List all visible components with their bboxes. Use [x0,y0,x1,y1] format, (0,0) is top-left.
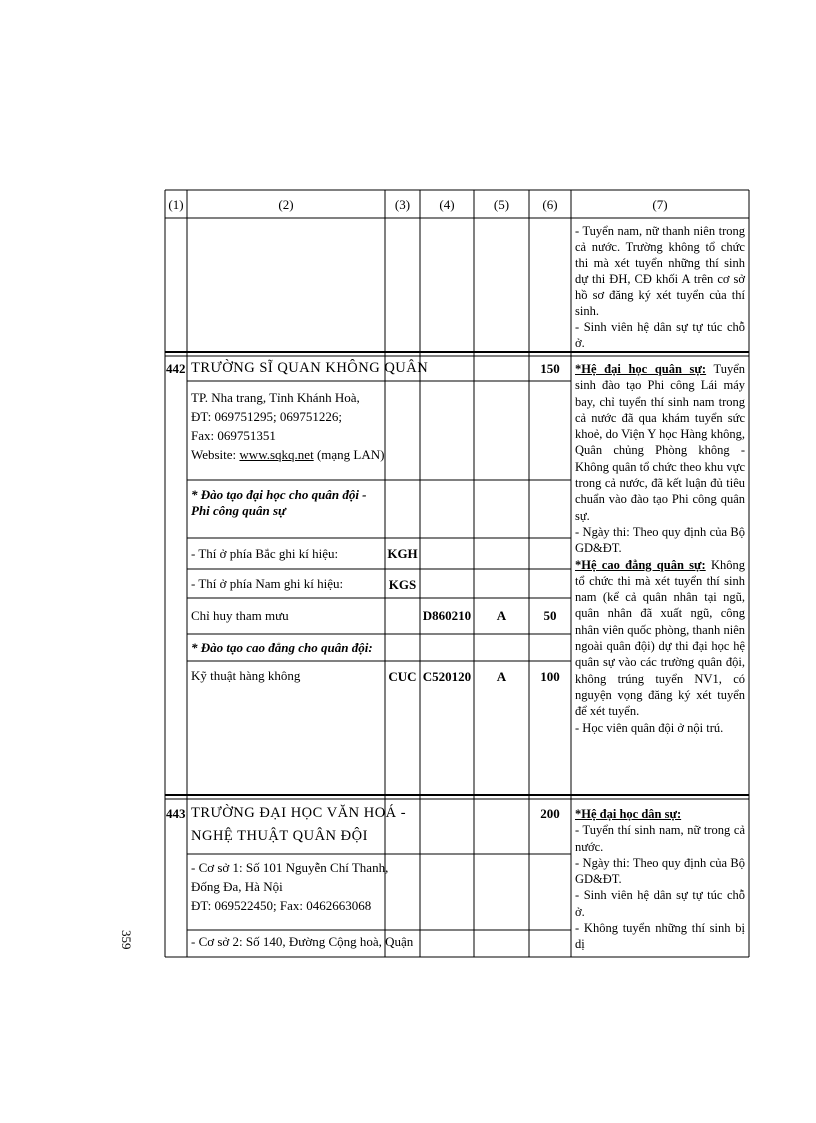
note-civil-university-heading: *Hệ đại học dân sự: [575,807,682,821]
campus1-line2: Đống Đa, Hà Nội [191,879,283,894]
header-col-3: (3) [394,197,411,212]
continuation-note: - Tuyển nam, nữ thanh niên trong cả nước. Trường không tổ chức thi mà xét tuyển những thí sinh dự thi ĐH, CĐ khối A trên cơ sở hồ sơ đăng ký xét tuyển của thí sinh. - Sinh viên hệ dân sự tự túc chỗ ở. [575,224,745,350]
website-suffix: (mạng LAN) [313,447,385,462]
school-442-website [191,447,384,463]
note-military-college-heading: *Hệ cao đẳng quân sự: [575,557,706,572]
school-443-notes [575,806,745,953]
row-tech-major: C520120 [422,669,472,684]
school-442-notes [575,361,745,736]
note-military-college-body: Không tổ chức thi mà xét tuyển thí sinh nam (kể cả quân nhân tại ngũ, quân nhân đã xuất ngũ, công nhân viên quốc phòng, thanh niên ngoài quân đội) dự thi đại học hệ quân sự vào các trường quân đội, không trúng tuyển NV1, có nguyện vọng đăng ký xét tuyển để xét tuyển. [575,557,746,719]
row-command-label: Chỉ huy tham mưu [191,608,289,623]
note-443-l1: - Tuyển thí sinh nam, nữ trong cả nước. [575,823,745,854]
header-col-5: (5) [493,197,510,212]
website-link[interactable]: www.sqkq.net [239,447,314,462]
school-443-quota: 200 [540,806,560,821]
school-442-number: 442 [166,361,186,376]
row-tech-label: Kỹ thuật hàng không [191,668,301,683]
row-tech-quota: 100 [540,669,560,684]
note-443-l3: - Sinh viên hệ dân sự tự túc chỗ ở. [575,888,745,919]
school-443-name-line1: TRƯỜNG ĐẠI HỌC VĂN HOÁ - [191,805,407,821]
row-command-quota: 50 [543,608,557,623]
school-442-name: TRƯỜNG SĨ QUAN KHÔNG QUÂN [191,360,429,376]
row-tech-block: A [496,669,507,684]
row-tech-code: CUC [388,669,417,684]
school-443-number: 443 [166,806,186,821]
row-north-label: - Thí ở phía Bắc ghi kí hiệu: [191,546,339,561]
row-command-block: A [496,608,507,623]
header-col-2: (2) [278,197,294,212]
note-443-l2: - Ngày thi: Theo quy định của Bộ GD&ĐT. [575,855,745,887]
note-military-university-body: Tuyển sinh đào tạo Phi công Lái máy bay, chỉ tuyển thí sinh nam trong cả nước đã qua khám tuyển sức khoẻ, do Viện Y học Hàng không, Quân chủng Phòng không - Không quân tổ chức theo khu vực trong cả nước, đã kết luận đủ tiêu chuẩn vào đào tạo Phi công quân sự. [575,362,745,523]
note-boarding: - Học viên quân đội ở nội trú. [575,720,724,735]
school-442-phone: ĐT: 069751295; 069751226; [191,409,343,424]
header-col-4: (4) [439,197,455,212]
school-442-fax: Fax: 069751351 [191,428,276,443]
campus1-line1: - Cơ sở 1: Số 101 Nguyễn Chí Thanh, [191,860,389,875]
note-443-l4: - Không tuyển những thí sinh bị dị [575,921,745,952]
school-442-section-college: * Đào tạo cao đẳng cho quân đội: [191,640,373,655]
school-442-address: TP. Nha trang, Tỉnh Khánh Hoà, [191,390,360,405]
note-exam-date: - Ngày thi: Theo quy định của Bộ GD&ĐT. [575,524,745,556]
row-south-code: KGS [388,577,417,592]
campus2-line1: - Cơ sở 2: Số 140, Đường Cộng hoà, Quận [191,934,414,949]
school-442-quota: 150 [540,361,560,376]
header-col-1: (1) [168,197,184,212]
page-number: 359 [119,930,134,950]
row-command-major: D860210 [422,608,472,623]
note-military-university-heading: *Hệ đại học quân sự: [575,362,707,376]
header-col-6: (6) [542,197,558,212]
row-south-label: - Thí ở phía Nam ghi kí hiệu: [191,576,344,591]
campus1-line3: ĐT: 069522450; Fax: 0462663068 [191,898,372,913]
row-north-code: KGH [387,546,418,561]
school-442-section-university: * Đào tạo đại học cho quân đội - Phi công quân sự [191,487,367,518]
school-443-name-line2: NGHỆ THUẬT QUÂN ĐỘI [191,828,368,844]
website-label: Website: [191,447,240,462]
header-col-7: (7) [652,197,668,212]
